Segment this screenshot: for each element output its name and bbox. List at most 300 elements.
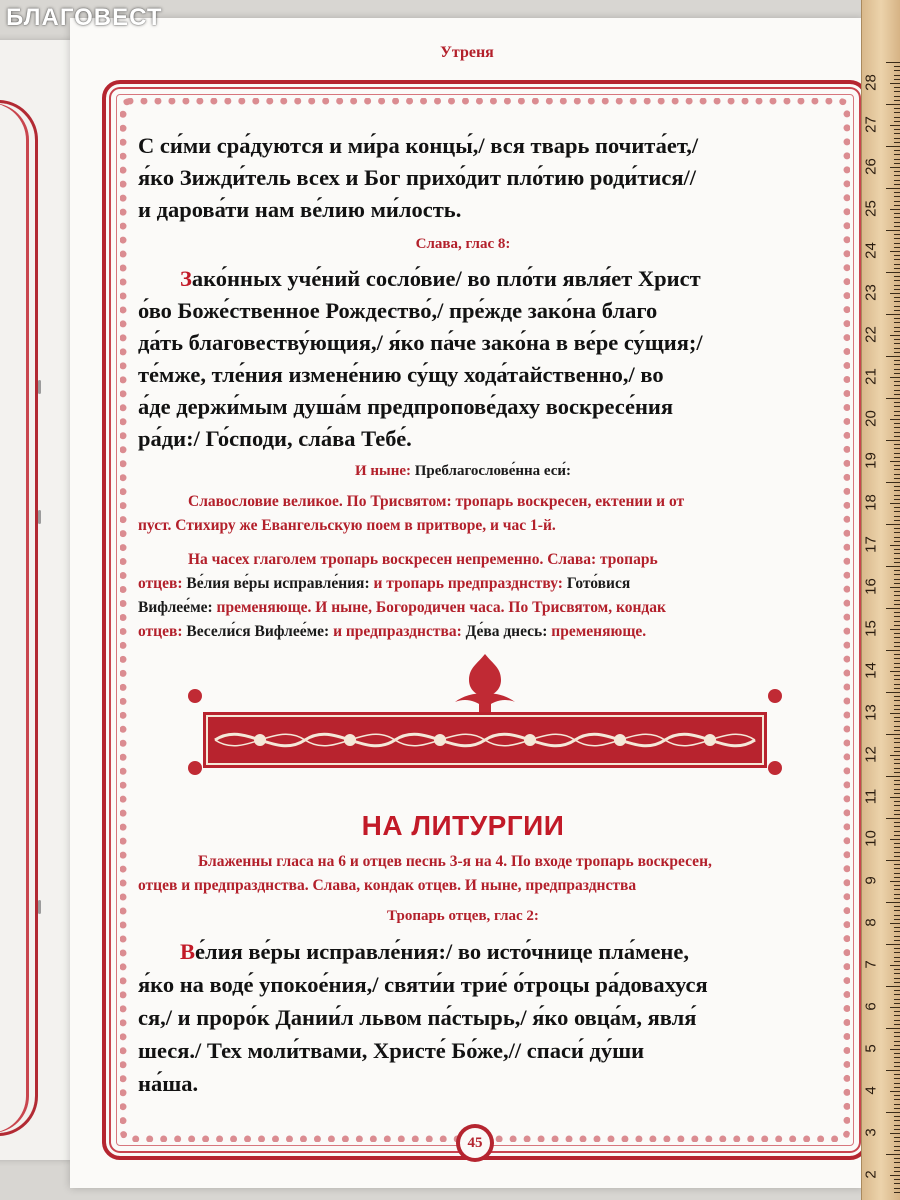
ruler-tick [894,495,900,496]
ruler-tick [894,238,900,239]
ruler-tick [894,700,900,701]
ruler-tick [894,826,900,827]
troparion-heading: Тропарь отцев, глас 2: [387,908,539,924]
ruler-number: 22 [862,326,880,343]
ruler-tick [894,369,900,370]
rubric-line: Блаженны гласа на 6 и отцев песнь 3-я на 4. По входе тропарь воскресен, [198,853,712,870]
ruler-tick [894,394,900,395]
ruler-tick [894,70,900,71]
i-nyne-label: И ныне: [354,463,412,479]
ruler-tick [894,940,900,941]
ruler-tick [894,499,900,500]
ruler-number: 4 [862,1086,880,1095]
ruler-tick [894,675,900,676]
ruler-tick [894,873,900,874]
ruler-tick [894,1057,900,1058]
ruler-tick [894,919,900,920]
ruler-tick [894,381,900,382]
rubric-red-text: отцев: [138,623,183,640]
ruler-tick [886,944,900,945]
ruler-tick [894,1183,900,1184]
rubric-red-text: пременяюще. И ныне, Богородичен часа. По Трисвятом, кондак [216,599,666,616]
rubric-red-text: отцев: [138,575,183,592]
rubric-3 [138,850,788,898]
ruler-tick [894,402,900,403]
ruler-tick [894,751,900,752]
ruler-tick [894,532,900,533]
verse-line-text: ако́нных уче́ний сосло́вие/ во пло́ти явля́ет Христ [191,266,701,291]
ruler-number: 3 [862,1128,880,1137]
ruler-number: 10 [862,830,880,847]
ruler-number: 8 [862,918,880,927]
ruler-tick [894,763,900,764]
ruler-tick [894,1104,900,1105]
ruler-tick [894,1116,900,1117]
rubric-line: На часех глаголем тропарь воскресен непременно. Слава: тропарь [188,551,658,568]
ruler-number: 7 [862,960,880,969]
left-neighbor-page [0,40,70,1160]
ruler-tick [894,600,900,601]
ruler-tick [894,1011,900,1012]
ruler-tick [894,469,900,470]
ruler-tick [894,738,900,739]
ruler-tick [894,96,900,97]
ruler-tick [894,133,900,134]
ruler-tick [890,629,900,630]
ruler-tick [894,385,900,386]
ruler-tick [894,868,900,869]
ruler-tick [894,952,900,953]
ruler-tick [894,642,900,643]
ruler-number: 24 [862,242,880,259]
ruler-tick [894,516,900,517]
ruler-tick [890,461,900,462]
stitch-mark [38,380,41,394]
ruler-tick [894,108,900,109]
ruler-tick [894,1150,900,1151]
ruler-tick [894,79,900,80]
ruler-tick [886,650,900,651]
verse-line: на́ша. [138,1071,199,1096]
ruler-tick [894,360,900,361]
liturgy-content [138,850,788,1100]
ruler-tick [894,276,900,277]
stitch-mark [38,900,41,914]
ruler-tick [890,965,900,966]
rubric-line: Славословие великое. По Трисвятом: тропарь воскресен, ектении и от [188,493,685,510]
ruler-tick [894,679,900,680]
ruler-tick [894,889,900,890]
ruler-tick [894,1192,900,1193]
ruler-tick [894,1036,900,1037]
ruler-tick [894,915,900,916]
ruler-tick [894,978,900,979]
ruler-tick [894,1083,900,1084]
ruler-tick [894,843,900,844]
rubric-line [138,596,788,620]
ruler-tick [894,667,900,668]
ruler-tick [894,478,900,479]
ruler-tick [894,558,900,559]
ruler-tick [894,457,900,458]
ruler-tick [894,285,900,286]
ruler-number: 25 [862,200,880,217]
rubric-black-text: Весели́ся Вифлее́ме: [186,623,330,640]
ruler-tick [894,616,900,617]
ruler-tick [894,453,900,454]
ruler-tick [890,125,900,126]
ruler-tick [890,545,900,546]
ruler-number: 28 [862,74,880,91]
ruler-tick [890,209,900,210]
ruler-tick [890,713,900,714]
rubric-1 [138,490,788,538]
rubric-red-text: и предпразднства: [333,623,462,640]
verse-line: ся,/ и проро́к Дании́л львом па́стырь,/ я́ко овца́м, явля́ [138,1005,697,1030]
ruler-tick [886,566,900,567]
ruler-tick [886,146,900,147]
ruler-tick [894,301,900,302]
ruler-tick [894,243,900,244]
ruler-tick [894,583,900,584]
ruler-number: 26 [862,158,880,175]
ruler-tick [894,444,900,445]
ruler-tick [894,474,900,475]
ruler-tick [894,847,900,848]
ruler-tick [890,1091,900,1092]
ruler-tick [894,331,900,332]
ruler-tick [886,440,900,441]
ruler-tick [894,1020,900,1021]
ruler-tick [886,986,900,987]
drop-cap: В [180,939,196,964]
ruler-tick [894,973,900,974]
ruler-tick [894,549,900,550]
ruler-tick [890,881,900,882]
ruler-tick [894,205,900,206]
rubric-red-text: пременяюще. [551,623,647,640]
ruler-tick [894,75,900,76]
ruler-tick [894,1078,900,1079]
ruler-tick [886,1112,900,1113]
ruler-tick [890,923,900,924]
ruler-tick [886,776,900,777]
ruler-tick [890,797,900,798]
ruler-tick [894,906,900,907]
ruler-tick [894,436,900,437]
ruler-number: 9 [862,876,880,885]
rubric-line: отцев и предпразднства. Слава, кондак отцев. И ныне, предпразднства [138,877,637,894]
ruler-tick [894,910,900,911]
ruler-tick [894,822,900,823]
ruler-tick [894,768,900,769]
ruler-tick [894,411,900,412]
verse-line: я́ко на воде́ упокое́ния,/ святи́и трие́ о́троцы ра́довахуся [138,972,708,997]
ruler-tick [894,637,900,638]
ruler-tick [886,692,900,693]
rubric-line: пуст. Стихиру же Евангельскую поем в притворе, и час 1-й. [138,517,556,534]
ruler-tick [894,625,900,626]
page-number-badge [456,1124,494,1162]
ruler-tick [894,201,900,202]
ruler-tick [894,364,900,365]
verse-line: о́во Боже́ственное Рождество́,/ пре́жде зако́на благо [138,298,658,323]
ruler-tick [894,1162,900,1163]
ruler-tick [894,864,900,865]
ruler-tick [894,112,900,113]
ruler-tick [894,612,900,613]
ruler-tick [894,138,900,139]
ruler-tick [894,1167,900,1168]
ruler-tick [894,688,900,689]
ruler-tick [894,1095,900,1096]
ruler-tick [894,579,900,580]
ruler-tick [886,104,900,105]
ruler-tick [894,772,900,773]
ruler-tick [886,356,900,357]
ruler-tick [894,121,900,122]
ruler-tick [894,877,900,878]
ruler-tick [894,289,900,290]
i-nyne-heading [138,463,788,480]
ruler-tick [894,1074,900,1075]
ruler-number: 27 [862,116,880,133]
verse-line: а́де держи́мым душа́м предпропове́даху воскресе́ния [138,394,674,419]
ruler-tick [894,448,900,449]
ruler-tick [894,541,900,542]
ruler-tick [894,490,900,491]
headpiece-ornament [185,650,785,780]
verse-block-1 [138,130,788,226]
rubric-line [138,620,788,644]
rubric-red-text: и тропарь предпразднству: [373,575,563,592]
ruler-tick [890,1133,900,1134]
ruler-tick [894,343,900,344]
ruler-tick [894,373,900,374]
ruler-tick [886,398,900,399]
ruler-tick [894,226,900,227]
ruler-tick [894,961,900,962]
ruler-tick [894,1179,900,1180]
ruler-tick [894,898,900,899]
page-content [138,130,788,644]
rubric-black-text: Гото́вися [566,575,631,592]
ruler-tick [894,633,900,634]
ruler-tick [894,814,900,815]
ruler-tick [894,696,900,697]
ruler-tick [894,994,900,995]
ruler-tick [894,856,900,857]
ruler-tick [894,159,900,160]
ruler-tick [894,835,900,836]
ruler-tick [894,91,900,92]
ruler-tick [894,810,900,811]
ruler-tick [886,314,900,315]
ruler-tick [886,272,900,273]
ruler-tick [886,188,900,189]
ruler-tick [894,507,900,508]
ruler-tick [894,528,900,529]
ruler-tick [894,259,900,260]
ruler-tick [894,1015,900,1016]
ruler-tick [894,1129,900,1130]
ruler-number: 23 [862,284,880,301]
ruler-tick [894,831,900,832]
ruler-number: 21 [862,368,880,385]
ruler-tick [894,1024,900,1025]
ruler-tick [890,377,900,378]
ruler-tick [894,1062,900,1063]
ruler-tick [894,948,900,949]
ruler-tick [894,1087,900,1088]
verse-line: и дарова́ти нам ве́лию ми́лость. [138,197,462,222]
ruler-tick [890,755,900,756]
ruler-tick [894,709,900,710]
ruler-tick [886,230,900,231]
ruler-tick [894,264,900,265]
ruler-tick [894,217,900,218]
ruler-tick [894,759,900,760]
ruler-tick [894,163,900,164]
ruler-tick [894,213,900,214]
ruler-tick [894,852,900,853]
ruler-number: 14 [862,662,880,679]
ruler-tick [894,654,900,655]
ruler-tick [890,839,900,840]
ruler-tick [894,175,900,176]
ruler-tick [894,1032,900,1033]
ruler-tick [894,465,900,466]
ruler-tick [890,293,900,294]
verse-line: те́мже, тле́ния измене́нию су́щу хода́тайственно,/ во [138,362,664,387]
ruler-tick [894,280,900,281]
i-nyne-text: Преблагослове́нна еси́: [414,463,572,479]
ruler-tick [894,184,900,185]
ruler-tick [894,432,900,433]
ruler-tick [894,1066,900,1067]
ruler-tick [894,255,900,256]
ruler-tick [890,419,900,420]
verse-line: да́ть благовеству́ющия,/ я́ко па́че зако́на в ве́ре су́щия;/ [138,330,703,355]
left-page-frame [0,100,38,1136]
ruler-tick [894,390,900,391]
ruler-tick [894,1053,900,1054]
ruler-tick [894,595,900,596]
verse-line [138,935,788,968]
ruler-tick [894,306,900,307]
ruler-tick [894,684,900,685]
ruler-tick [894,801,900,802]
ruler-tick [894,520,900,521]
ruler-tick [894,1137,900,1138]
ruler-number: 15 [862,620,880,637]
section-title: НА ЛИТУРГИИ [361,810,565,841]
ruler-tick [894,885,900,886]
ruler-tick [894,196,900,197]
ruler-tick [894,990,900,991]
ruler-tick [894,154,900,155]
verse-line: С си́ми сра́дуются и ми́ра концы́,/ вся тварь почита́ет,/ [138,133,699,158]
ruler-tick [894,348,900,349]
measuring-ruler [861,0,900,1200]
ruler-tick [894,352,900,353]
ruler-number: 13 [862,704,880,721]
ruler-tick [890,1007,900,1008]
ruler-tick [894,427,900,428]
ruler-tick [894,486,900,487]
ruler-tick [894,192,900,193]
verse-block-3 [138,935,788,1100]
ruler-number: 18 [862,494,880,511]
ruler-tick [894,415,900,416]
ruler-tick [894,117,900,118]
ruler-tick [894,982,900,983]
ruler-tick [886,482,900,483]
ruler-tick [886,902,900,903]
ruler-tick [890,587,900,588]
ruler-tick [894,1141,900,1142]
ruler-number: 6 [862,1002,880,1011]
ruler-tick [894,931,900,932]
running-head: Утреня [440,44,494,61]
ruler-tick [894,658,900,659]
ruler-tick [894,142,900,143]
ruler-tick [890,83,900,84]
ruler-tick [894,789,900,790]
ruler-tick [894,957,900,958]
ruler-tick [894,1158,900,1159]
ruler-tick [890,251,900,252]
ruler-tick [894,1108,900,1109]
ruler-tick [890,1049,900,1050]
ruler-number: 11 [862,788,880,805]
ruler-tick [894,553,900,554]
slava-heading: Слава, глас 8: [415,236,511,252]
ruler-tick [894,747,900,748]
ruler-tick [886,1028,900,1029]
ruler-tick [894,511,900,512]
ruler-tick [894,999,900,1000]
ruler-tick [890,671,900,672]
stitch-mark [38,510,41,524]
ruler-tick [894,562,900,563]
ruler-tick [894,1125,900,1126]
ruler-tick [894,423,900,424]
ruler-tick [886,734,900,735]
ruler-tick [894,717,900,718]
verse-line: ра́ди:/ Го́споди, сла́ва Тебе́. [138,426,412,451]
ruler-number: 12 [862,746,880,763]
ruler-tick [894,87,900,88]
verse-line: я́ко Зижди́тель всех и Бог прихо́дит пло́тию роди́тися// [138,165,697,190]
ruler-tick [894,322,900,323]
verse-line: шеся./ Тех моли́твами, Христе́ Бо́же,// спаси́ ду́ши [138,1038,645,1063]
ruler-tick [894,1003,900,1004]
ruler-tick [894,1188,900,1189]
ruler-tick [894,339,900,340]
rubric-black-text: Вифлее́ме: [138,599,213,616]
ruler-tick [886,608,900,609]
ruler-tick [894,1146,900,1147]
verse-line [138,263,788,295]
ruler-tick [894,591,900,592]
ruler-number: 2 [862,1170,880,1179]
ruler-tick [894,234,900,235]
ruler-tick [894,780,900,781]
ruler-tick [894,268,900,269]
page-number: 45 [460,1128,490,1158]
ruler-tick [886,1154,900,1155]
